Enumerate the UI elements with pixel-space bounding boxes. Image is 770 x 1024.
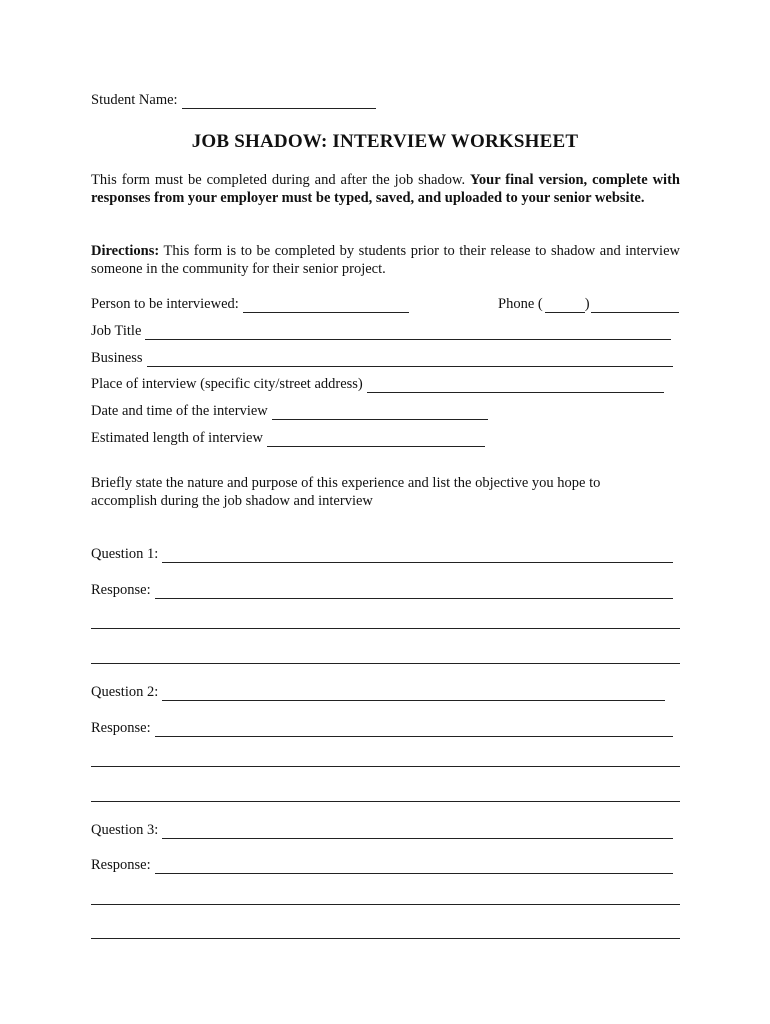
business-field[interactable] bbox=[147, 352, 673, 367]
response-3-label: Response: bbox=[91, 857, 151, 873]
question-1-label: Question 1: bbox=[91, 546, 159, 562]
job-title-row bbox=[91, 323, 671, 340]
person-row bbox=[91, 296, 409, 313]
length-label: Estimated length of interview bbox=[91, 430, 263, 446]
directions-text: This form is to be completed by students prior to their release to shadow and interview someone in the community for their senior project. bbox=[91, 243, 680, 277]
business-row bbox=[91, 350, 673, 367]
phone-close-paren: ) bbox=[584, 296, 590, 312]
student-name-label: Student Name: bbox=[91, 92, 178, 108]
phone-number-field[interactable] bbox=[591, 298, 679, 313]
question-2-field[interactable] bbox=[162, 686, 665, 701]
place-label: Place of interview (specific city/street address) bbox=[91, 376, 363, 392]
response-1-line-2[interactable] bbox=[91, 628, 680, 629]
student-name-row bbox=[91, 92, 376, 109]
question-2-label: Question 2: bbox=[91, 684, 159, 700]
phone-area-code-field[interactable] bbox=[545, 298, 585, 313]
intro-paragraph bbox=[91, 171, 680, 207]
response-3-row bbox=[91, 857, 673, 874]
response-1-label: Response: bbox=[91, 582, 151, 598]
student-name-field[interactable] bbox=[182, 94, 376, 109]
response-3-field[interactable] bbox=[155, 859, 673, 874]
response-2-line-2[interactable] bbox=[91, 766, 680, 767]
intro-text: This form must be completed during and after the job shadow. bbox=[91, 172, 471, 188]
phone-label: Phone ( bbox=[498, 296, 543, 312]
date-row bbox=[91, 403, 488, 420]
question-3-field[interactable] bbox=[162, 824, 673, 839]
question-3-label: Question 3: bbox=[91, 822, 159, 838]
response-1-row bbox=[91, 582, 673, 599]
phone-row bbox=[498, 296, 679, 313]
response-2-row bbox=[91, 720, 673, 737]
length-field[interactable] bbox=[267, 432, 485, 447]
directions-label: Directions: bbox=[91, 243, 160, 259]
length-row bbox=[91, 430, 485, 447]
question-3-row bbox=[91, 822, 673, 839]
question-1-field[interactable] bbox=[162, 548, 673, 563]
person-label: Person to be interviewed: bbox=[91, 296, 239, 312]
page-title: JOB SHADOW: INTERVIEW WORKSHEET bbox=[191, 131, 579, 152]
job-title-field[interactable] bbox=[145, 325, 671, 340]
question-1-row bbox=[91, 546, 673, 563]
date-field[interactable] bbox=[272, 405, 488, 420]
response-2-field[interactable] bbox=[155, 722, 673, 737]
place-field[interactable] bbox=[367, 378, 664, 393]
intro-bold-text: Your final version, complete with responses from your employer must be typed, saved, and uploaded to your senior website. bbox=[91, 172, 680, 206]
question-2-row bbox=[91, 684, 665, 701]
response-3-line-2[interactable] bbox=[91, 904, 680, 905]
job-title-label: Job Title bbox=[91, 323, 142, 339]
business-label: Business bbox=[91, 350, 143, 366]
directions-paragraph bbox=[91, 242, 680, 278]
response-3-line-3[interactable] bbox=[91, 938, 680, 939]
response-2-label: Response: bbox=[91, 720, 151, 736]
purpose-paragraph: Briefly state the nature and purpose of this experience and list the objective you hope to accomplish during the job shadow and interview bbox=[91, 475, 601, 509]
response-1-field[interactable] bbox=[155, 584, 673, 599]
place-row bbox=[91, 376, 664, 393]
response-1-line-3[interactable] bbox=[91, 663, 680, 664]
person-field[interactable] bbox=[243, 298, 409, 313]
response-2-line-3[interactable] bbox=[91, 801, 680, 802]
date-label: Date and time of the interview bbox=[91, 403, 268, 419]
